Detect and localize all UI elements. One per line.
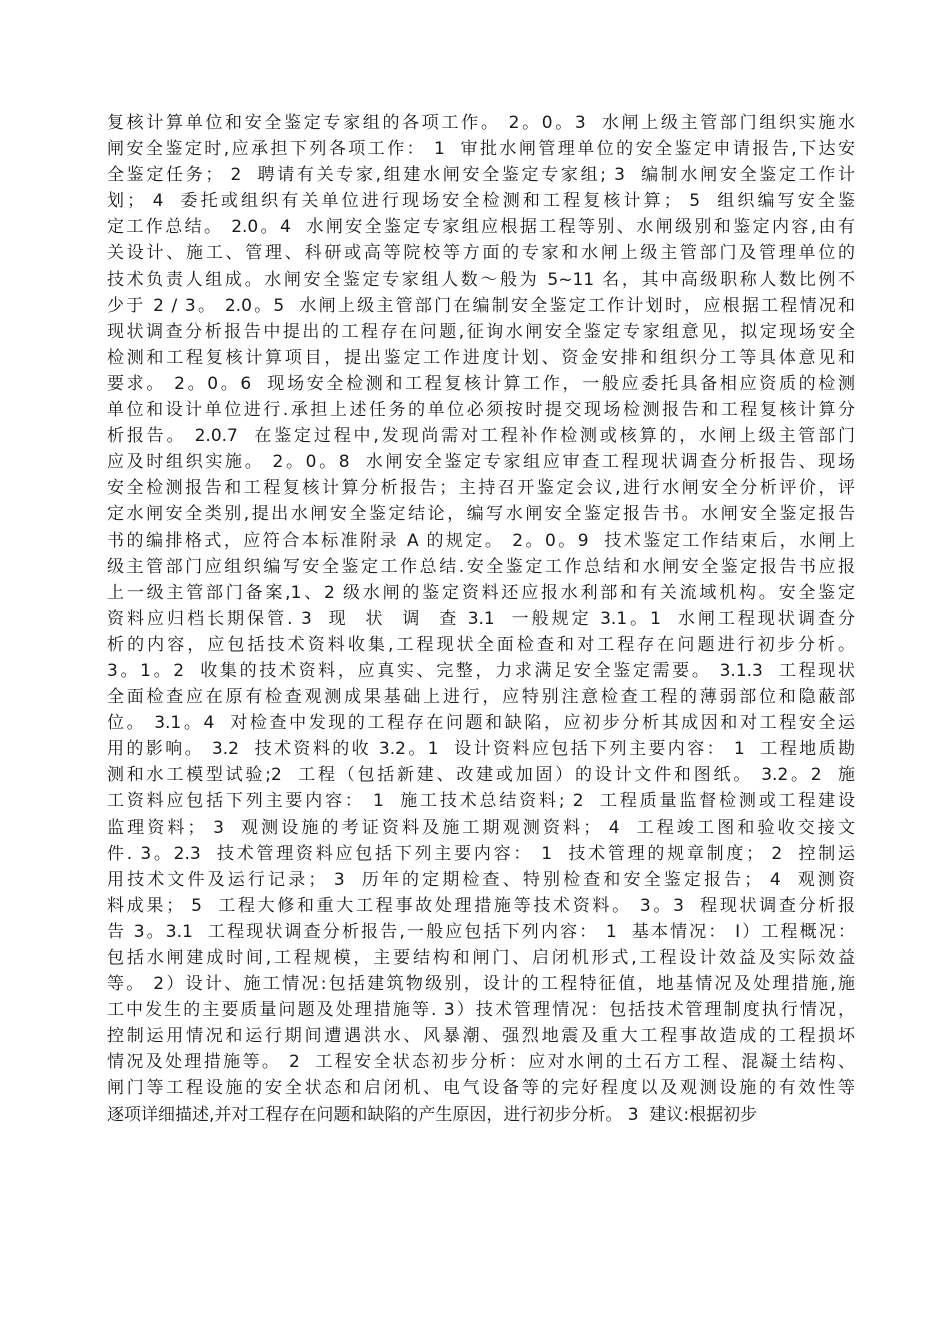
document-body — [107, 110, 855, 1128]
text-line: 等。 2）设计、施工情况:包括建筑物级别，设计的工程特征值，地基情况及处理措施,施 — [107, 974, 855, 995]
text-line: 工中发生的主要质量问题及处理措施等. 3）技术管理情况：包括技术管理制度执行情况， — [107, 1000, 855, 1021]
text-line: 资料应归档长期保管. 3 现 状 调 查 3.1 一般规定 3.1。1 水闸工程现状调查分 — [107, 608, 855, 629]
text-line: 复核计算单位和安全鉴定专家组的各项工作。 2。0。3 水闸上级主管部门组织实施水 — [107, 113, 855, 133]
text-line: 料成果； 5 工程大修和重大工程事故处理措施等技术资料。 3。3 程现状调查分析报 — [107, 895, 855, 916]
text-line: 全面检查应在原有检查观测成果基础上进行，应特别注意检查工程的薄弱部位和隐蔽部 — [107, 687, 855, 708]
text-line: 件. 3。2.3 技术管理资料应包括下列主要内容： 1 技术管理的规章制度； 2 控制运 — [107, 843, 855, 864]
text-line: 控制运用情况和运行期间遭遇洪水、风暴潮、强烈地震及重大工程事故造成的工程损坏 — [107, 1026, 855, 1047]
text-line: 3。1。2 收集的技术资料，应真实、完整，力求满足安全鉴定需要。 3.1.3 工程现状 — [107, 660, 855, 681]
text-line: 级主管部门应组织编写安全鉴定工作总结.安全鉴定工作总结和水闸安全鉴定报告书应报 — [107, 556, 855, 577]
text-line: 用技术文件及运行记录； 3 历年的定期检查、特别检查和安全鉴定报告； 4 观测资 — [107, 869, 855, 890]
text-line: 包括水闸建成时间,工程规模，主要结构和闸门、启闭机形式,工程设计效益及实际效益 — [107, 948, 855, 968]
text-line: 单位和设计单位进行.承担上述任务的单位必须按时提交现场检测报告和工程复核计算分 — [107, 400, 855, 421]
text-line: 定水闸安全类别,提出水闸安全鉴定结论，编写水闸安全鉴定报告书。水闸安全鉴定报告 — [107, 504, 855, 525]
text-line: 告 3。3.1 工程现状调查分析报告,一般应包括下列内容： 1 基本情况： I）工程概况： — [107, 921, 855, 942]
text-line: 少于 2 / 3。 2.0。5 水闸上级主管部门在编制安全鉴定工作计划时，应根据工程情况和 — [107, 295, 855, 316]
text-line: 监理资料； 3 观测设施的考证资料及施工期观测资料； 4 工程竣工图和验收交接文 — [107, 817, 855, 838]
text-line: 析的内容，应包括技术资料收集,工程现状全面检查和对工程存在问题进行初步分析。 — [107, 634, 855, 655]
text-line: 工资料应包括下列主要内容： 1 施工技术总结资料; 2 工程质量监督检测或工程建设 — [107, 791, 855, 812]
text-line: 要求。 2。0。6 现场安全检测和工程复核计算工作，一般应委托具备相应资质的检测 — [107, 373, 855, 394]
text-line: 关设计、施工、管理、科研或高等院校等方面的专家和水闸上级主管部门及管理单位的 — [107, 243, 855, 264]
text-line: 全鉴定任务； 2 聘请有关专家,组建水闸安全鉴定专家组; 3 编制水闸安全鉴定工作计 — [107, 165, 855, 186]
text-line: 逐项详细描述,并对工程存在问题和缺陷的产生原因，进行初步分析。 3 建议:根据初步 — [107, 1104, 758, 1125]
text-line: 安全检测报告和工程复核计算分析报告；主持召开鉴定会议,进行水闸安全分析评价，评 — [107, 478, 855, 499]
text-line: 用的影响。 3.2 技术资料的收 3.2。1 设计资料应包括下列主要内容： 1 工程地质勘 — [107, 739, 855, 760]
text-line: 定工作总结。 2.0。4 水闸安全鉴定专家组应根据工程等别、水闸级别和鉴定内容,由有 — [107, 217, 855, 238]
text-line: 析报告。 2.0.7 在鉴定过程中,发现尚需对工程补作检测或核算的，水闸上级主管部门 — [107, 426, 855, 447]
text-line: 测和水工模型试验;2 工程（包括新建、改建或加固）的设计文件和图纸。 3.2。2 施 — [107, 765, 855, 786]
text-line: 上一级主管部门备案,1、2 级水闸的鉴定资料还应报水利部和有关流域机构。安全鉴定 — [107, 582, 855, 603]
text-line: 技术负责人组成。水闸安全鉴定专家组人数～般为 5~11 名，其中高级职称人数比例不 — [107, 269, 855, 290]
text-line: 闸安全鉴定时,应承担下列各项工作： 1 审批水闸管理单位的安全鉴定申请报告,下达安 — [107, 139, 855, 160]
text-line: 检测和工程复核计算项目，提出鉴定工作进度计划、资金安排和组织分工等具体意见和 — [107, 347, 855, 368]
text-line: 应及时组织实施。 2。0。8 水闸安全鉴定专家组应审查工程现状调查分析报告、现场 — [107, 452, 855, 473]
text-line: 现状调查分析报告中提出的工程存在问题,征询水闸安全鉴定专家组意见，拟定现场安全 — [107, 321, 855, 342]
text-line: 书的编排格式，应符合本标准附录 A 的规定。 2。0。9 技术鉴定工作结束后，水闸上 — [107, 530, 855, 551]
text-line: 闸门等工程设施的安全状态和启闭机、电气设备等的完好程度以及观测设施的有效性等 — [107, 1078, 855, 1099]
text-line: 情况及处理措施等。 2 工程安全状态初步分析：应对水闸的土石方工程、混凝土结构、 — [107, 1052, 855, 1073]
text-line: 位。 3.1。4 对检查中发现的工程存在问题和缺陷，应初步分析其成因和对工程安全运 — [107, 713, 855, 734]
text-line: 划； 4 委托或组织有关单位进行现场安全检测和工程复核计算； 5 组织编写安全鉴 — [107, 191, 855, 212]
